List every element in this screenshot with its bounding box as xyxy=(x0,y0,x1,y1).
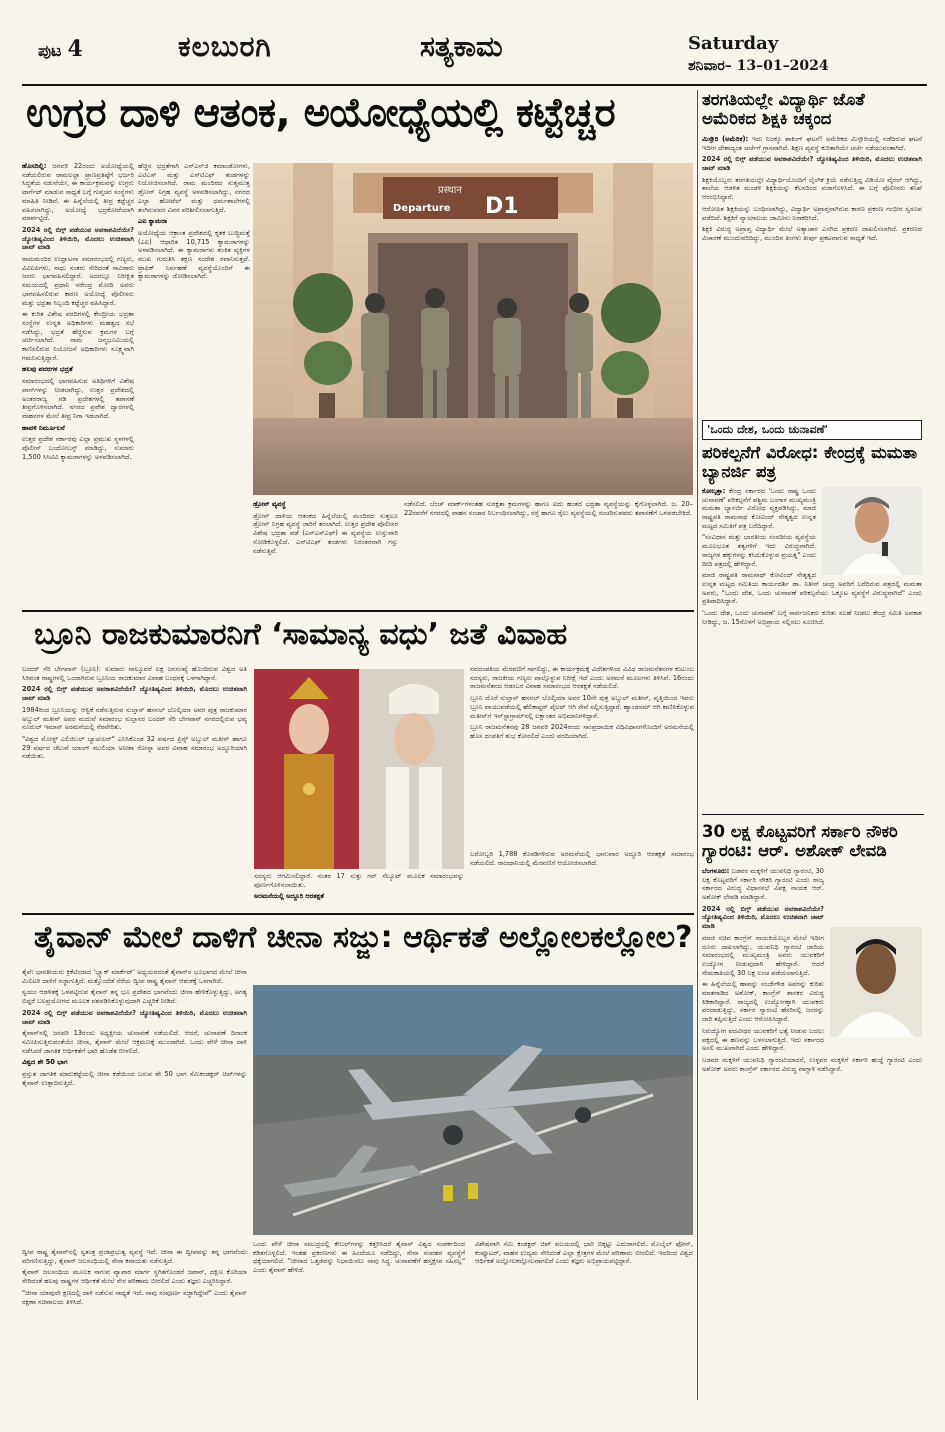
story2-column-1 xyxy=(22,665,247,905)
story1-subhead: ಡ್ರೋನ್ ವ್ಯವಸ್ಥೆ xyxy=(253,500,286,508)
story1-subhead: ಹಲವು ಪದರಗಳ ಭದ್ರತೆ xyxy=(22,365,73,374)
story1-para: ನಡೆಸಲಿದೆ. ಬೆಂಚ್ ಮಾರ್ಕ್‌ಗಳಂತಹ ಸುರಕ್ಷತಾ ಕ್ರಮಗಳನ್ನು ಹಾಗೂ ಐದು ಹಂತದ ಭದ್ರತಾ ವ್ಯವಸ್ಥೆಯನ್ನು ಕೈಗೊಳ್ಳಲಾಗಿದೆ. ಜ. 20– 22ರವರೆಗೆ ನಗರದಲ್ಲಿ ವಾಹನ ಸಂಚಾರ ನಿರ್ಬಂಧಿಸಲಾಗಿದ್ದು, ರಸ್ತೆ ಹಾಗೂ ರೈಲು ವ್ಯವಸ್ಥೆಯಲ್ಲಿ ಸಂಚರಿಸುವವರು ತಪಾಸಣೆಗೆ ಒಳಪಡಬೇಕಿದೆ. xyxy=(404,500,693,517)
story2-subhead: ಅರಮನೆಯಲ್ಲಿ ಅದ್ದೂರಿ ಆರತಕ್ಷತೆ xyxy=(254,892,325,901)
story2-promo[interactable]: 2024 ರಲ್ಲಿ ಬಿಗ್ಗ್ ಪಡೆಯುವ ಅವಕಾಶವಿದೆಯೇ? ಜ್ಯೋತಿಷ್ಯವಿಂದ ತಿಳಿಯಿರಿ, ಮೊದಲು ಉಚಿತವಾಗಿ ಚಾಟ್ ಮಾಡಿ xyxy=(22,685,247,703)
sidebar-para: ಬಡವರ ಮಕ್ಕಳಿಗೆ ಯುವನಿಧಿ ಗ್ಯಾರಂಟಿಯಾದರೆ, ಉಳ್ಳವರ ಮಕ್ಕಳಿಗೆ ಸರ್ಕಾರಿ ಹುದ್ದೆ ಗ್ಯಾರಂಟಿ ಎಂದು ಅಶೋಕ್ ಅವರು ಕಾಂಗ್ರೆಸ್ ಸರ್ಕಾರದ ವಿರುದ್ಧ ವಾಗ್ದಾಳಿ ನಡೆಸಿದ್ದಾರೆ. xyxy=(702,1056,922,1073)
story1-below-photo-col1 xyxy=(253,500,398,590)
sidebar-rule xyxy=(702,814,924,815)
sidebar-para: ಮಾಜಿ ರಾಷ್ಟ್ರಪತಿ ರಾಮನಾಥ್ ಕೋವಿಂದ್ ನೇತೃತ್ವದ ಉನ್ನತ ಮಟ್ಟದ ಸಮಿತಿಯ ಕಾರ್ಯದರ್ಶಿ ಡಾ. ನಿತೀನ್ ಚಂದ್ರ ಅವರಿಗೆ ಬರೆದಿರುವ ಪತ್ರದಲ್ಲಿ ಮಮತಾ ಅವರು, "ಒಂದು ದೇಶ, ಒಂದು ಚುನಾವಣೆ ಪರಿಕಲ್ಪನೆಯು ಒಕ್ಕೂಟ ವ್ಯವಸ್ಥೆಗೆ ವಿರುದ್ಧವಾಗಿದೆ" ಎಂದು ಪ್ರತಿಪಾದಿಸಿದ್ದಾರೆ. xyxy=(702,571,922,606)
story3-para: ತೈಪೆ: ಭಾರತೀಯರು ಕ್ರಿಕೆಟಿಂದಾದ 'ಬ್ಲ್ಯಾಕ್ ಮಾರ್ಕೆಟ್' ಅಧ್ಯಯನದಂತೆ ತೈವಾನ್‌ನ ಭೂಭಾಗದ ಮೇಲೆ ಚೀನಾ ಮಿಲಿಟರಿ ದಾಳಿಗೆ ಸಜ್ಜಾಗುತ್ತಿದೆ. ಮತ್ತೊಂದೆಡೆ ನೆರೆಯ ದ್ವೀಪ ರಾಷ್ಟ್ರ ತೈವಾನ್ ಆತಂಕಕ್ಕೆ ಒಳಗಾಗಿದೆ. xyxy=(22,968,247,985)
story1-dateline: ಹೊಸದಿಲ್ಲಿ: xyxy=(22,162,47,170)
sidebar-para: ಬೆಂಗಳೂರು: ಬಡವರ ಮಕ್ಕಳಿಗೆ ಯುವನಿಧಿ ಗ್ಯಾರಂಟಿ, 30 ಲಕ್ಷ ಕೊಟ್ಟವರಿಗೆ ಸರ್ಕಾರಿ ನೌಕರಿ ಗ್ಯಾರಂಟಿ ಎಂದು ರಾಜ್ಯ ಸರ್ಕಾರದ ವಿರುದ್ಧ ವಿಧಾನಸಭೆ ವಿಪಕ್ಷ ನಾಯಕ ಆರ್. ಅಶೋಕ್ ಲೇವಡಿ ಮಾಡಿದ್ದಾರೆ. xyxy=(702,866,824,902)
masthead-rule xyxy=(22,84,927,86)
story3-headline: ತೈವಾನ್ ಮೇಲೆ ದಾಳಿಗೆ ಚೀನಾ ಸಜ್ಜು: ಆರ್ಥಿಕತೆ ಅಲ್ಲೋಲಕಲ್ಲೋಲ? xyxy=(34,920,693,955)
edition-city: ಕಲಬುರಗಿ xyxy=(178,30,272,63)
story2-para: "ವಿಶ್ವದ ಮೋಸ್ಟ್ ಎಲಿಜಿಬಲ್ ಬ್ಯಾಚುಲರ್" ಎನಿಸಿಕೊಂಡ 32 ವರ್ಷದ ಪ್ರಿನ್ಸ್ ಅಬ್ದುಲ್ ಮತೀನ್ ಹಾಗೂ 29 ವರ್ಷದ ಚೆಲುವೆ ಯಾಂಗ್ ಮುಲಿಯಾ ಅನೀಶಾ ರೋಸ್ನಾ ಅವರ ವಿವಾಹ ಸಮಾರಂಭ ಅದ್ದೂರಿಯಾಗಿ ನಡೆಯಿತು. xyxy=(22,734,247,761)
story1-para: ಹೆಚ್ಚಿನ ಭದ್ರತೆಗಾಗಿ ಎನ್‌ಎಸ್‌ಜಿ ಕಮಾಂಡೋಗಳು, ಎಟಿಎಸ್ ಮತ್ತು ಎಸ್‌ಟಿಎಫ್ ತಂಡಗಳನ್ನು ನಿಯೋಜಿಸಲಾಗಿದೆ. ರಾಮ ಮಂದಿರದ ಸುತ್ತಮುತ್ತ ಡ್ರೋನ್ ನಿಗ್ರಹ ವ್ಯವಸ್ಥೆ ಅಳವಡಿಸಲಾಗಿದ್ದು, ನಗರದ ಎಲ್ಲಾ ಹೋಟೆಲ್ ಮತ್ತು ಧರ್ಮಶಾಲೆಗಳಲ್ಲಿ ತಂಗಿರುವವರ ವಿವರ ಪರಿಶೀಲಿಸಲಾಗುತ್ತಿದೆ. xyxy=(138,162,250,214)
page-label: ಪುಟ xyxy=(38,41,62,60)
sidebar-promo[interactable]: 2024 ರಲ್ಲಿ ಬಿಗ್ಗ್ ಪಡೆಯುವ ಅವಕಾಶವಿದೆಯೇ? ಜ್ಯೋತಿಷ್ಯವಿಂದ ತಿಳಿಯಿರಿ, ಮೊದಲು ಉಚಿತವಾಗಿ ಚಾಟ್ ಮಾಡಿ xyxy=(702,904,824,931)
story3-para: ದ್ವೀಪ ರಾಷ್ಟ್ರ ತೈವಾನ್‌ನಲ್ಲಿ ಸ್ವತಂತ್ರ ಪ್ರಜಾಪ್ರಭುತ್ವ ವ್ಯವಸ್ಥೆ ಇದೆ. ಚೀನಾ ಈ ದ್ವೀಪವನ್ನು ತನ್ನ ಭಾಗವೆಂದು ಪರಿಗಣಿಸುತ್ತಿದ್ದು, ತೈವಾನ್ ಜಲಸಂಧಿಯಲ್ಲಿ ಸೇನಾ ಕವಾಯತು ನಡೆಸುತ್ತಿದೆ. xyxy=(22,1248,247,1265)
story3-para: ಸ್ವಯಂ ಆಡಳಿತಕ್ಕೆ ಒಳಪಟ್ಟಿರುವ ತೈವಾನ್ ತನ್ನ ಭೂ ಪ್ರದೇಶದ ಭಾಗವೆಂದು ಚೀನಾ ಹೇಳಿಕೊಳ್ಳುತ್ತಿದ್ದು, ಅಗತ್ಯ ಬಿದ್ದರೆ ಬಲಪ್ರಯೋಗದ ಮೂಲಕ ವಶಪಡಿಸಿಕೊಳ್ಳುವುದಾಗಿ ಎಚ್ಚರಿಕೆ ನೀಡಿದೆ. xyxy=(22,988,247,1006)
story2-para: ಬ್ರೂನಿ ರಾಜಮನೆತನವು 28 ಜನವರಿ 2024ರಂದು ಸಾಂಪ್ರದಾಯಿಕ ವಿಧಿವಿಧಾನಗಳೊಂದಿಗೆ ಅರಮನೆಯಲ್ಲಿ ಹೊಸ ದಂಪತಿಗೆ ಶುಭ ಕೋರಲಿದೆ ಎಂದು ವರದಿಯಾಗಿದೆ. xyxy=(470,723,694,740)
story1-column-1 xyxy=(22,162,134,507)
story3-para: ಪ್ರಸ್ತುತ ಜಾಗತಿಕ ಮಾರುಕಟ್ಟೆಯಲ್ಲಿ ಚೀನಾ ಕಡೆಯಿಂದ ಬರುವ ಶೇ 50 ಭಾಗ ಸೆಮಿಕಂಡಕ್ಟರ್ ಚಿಪ್‌ಗಳನ್ನು ತೈವಾನ್ ಉತ್ಪಾದಿಸುತ್ತಿದೆ. xyxy=(22,1070,247,1087)
story1-end-rule xyxy=(22,610,694,612)
story2-para: ಬಂದರ್ ಸೆರಿ ಬೇಗವಾನ್ (ಬ್ರೂನಿ): ಸುಮಾರು ನಾಲ್ಕೂವರೆ ಲಕ್ಷ ಜನಸಂಖ್ಯೆ ಹೊಂದಿರುವ ವಿಶ್ವದ ಅತಿ ಸಿರಿವಂತ ರಾಷ್ಟ್ರಗಳಲ್ಲಿ ಒಂದಾಗಿರುವ ಬ್ರೂನಿಯ ರಾಜಕುಮಾರ ವಿವಾಹ ಬಂಧನಕ್ಕೆ ಒಳಗಾಗಿದ್ದಾರೆ. xyxy=(22,665,247,682)
royal-wedding-illustration xyxy=(254,669,464,869)
newspaper-name: ಸತ್ಯಕಾಮ xyxy=(420,30,503,63)
sidebar-para: ಮಿಸ್ಸೌರಿ (ಅಮೆರಿಕ): ಇದು ನಿಜಕ್ಕೂ ಶಾಕಿಂಗ್ ಘಟನೆ! ಅಮೆರಿಕದ ಮಿಸ್ಸೌರಿಯಲ್ಲಿ ನಡೆದಿರುವ ಘಟನೆ ಇದೀಗ ದೇಶಾದ್ಯಂತ ಚರ್ಚೆಗೆ ಗ್ರಾಸವಾಗಿದೆ. ಶಿಕ್ಷಣ ವ್ಯವಸ್ಥೆ ಕುರಿತಾಗಿಯೇ ಚರ್ಚೆ ನಡೆಯುವಂತಾಗಿದೆ. xyxy=(702,134,922,152)
story3-para: ವಿಶೇಷವಾಗಿ ಸೆಮಿ ಕಂಡಕ್ಟರ್ ಚಿಪ್ ವಲಯದಲ್ಲಿ ಭಾರಿ ಬಿಕ್ಕಟ್ಟು ಎದುರಾಗಲಿದೆ. ಮೊಬೈಲ್ ಫೋನ್, ಕಂಪ್ಯೂಟರ್, ವಾಹನ ಉದ್ಯಮ ಸೇರಿದಂತೆ ಎಲ್ಲಾ ಕ್ಷೇತ್ರಗಳ ಮೇಲೆ ಪರಿಣಾಮ ಬೀರಲಿದೆ. ಇದರಿಂದ ವಿಶ್ವದ ಆರ್ಥಿಕತೆ ಅಲ್ಲೋಲಕಲ್ಲೋಲವಾಗಲಿದೆ ಎಂದು ತಜ್ಞರು ಅಭಿಪ್ರಾಯಪಟ್ಟಿದ್ದಾರೆ. xyxy=(475,1240,693,1266)
sidebar-item3-dateline: ಬೆಂಗಳೂರು: xyxy=(702,866,730,875)
story1-para: ರಾಮಮಂದಿರ ಉದ್ಘಾಟನಾ ಸಮಾರಂಭದಲ್ಲಿ ಗಣ್ಯರು, ವಿವಿಐಪಿಗಳು, ಸಾಧು ಸಂತರು ಸೇರಿದಂತೆ ಸಾವಿರಾರು ಜನರು ಭಾಗವಹಿಸಲಿದ್ದಾರೆ. ಅದರಲ್ಲೂ ನಿರೀಕ್ಷಿತ ಸಮಯದಲ್ಲಿ ಪ್ರಧಾನಿ ನರೇಂದ್ರ ಮೋದಿ ಅವರು ಭಾಗವಹಿಸಲಿರುವ ಕಾರಣ ಅಯೋಧ್ಯೆ ಪೊಲೀಸರು ಮತ್ತು ಭದ್ರತಾ ಸಿಬ್ಬಂದಿ ಕಟ್ಟೆಚ್ಚರ ವಹಿಸಿದ್ದಾರೆ. xyxy=(22,255,134,307)
sidebar-item1-dateline: ಮಿಸ್ಸೌರಿ (ಅಮೆರಿಕ): xyxy=(702,134,749,143)
story1-para: ಅಯೋಧ್ಯೆಯ ಆಕ್ರಾಂತ ಪ್ರದೇಶದಲ್ಲಿ ಕೃತಕ ಬುದ್ಧಿಮತ್ತೆ (ಎಐ) ಆಧಾರಿತ 10,715 ಕ್ಯಾಮರಾಗಳನ್ನು ಅಳವಡಿಸಲಾಗಿದೆ. ಈ ಕ್ಯಾಮರಾಗಳು ಶಂಕಿತ ವ್ಯಕ್ತಿಗಳ ಮುಖ ಗುರುತಿಸಿ ತಕ್ಷಣ ಸಂದೇಶ ರವಾನಿಸುತ್ತವೆ. ಟ್ರಾಫಿಕ್ ನಿರ್ವಹಣೆ ವ್ಯವಸ್ಥೆಯೊಂದಿಗೆ ಈ ಕ್ಯಾಮರಾಗಳನ್ನು ಜೋಡಿಸಲಾಗಿದೆ. xyxy=(138,228,250,281)
story3-para: ತೈವಾನ್ ಜಲಸಂಧಿಯ ಮೂಲಕ ಸಾಗುವ ವ್ಯಾಪಾರ ಮಾರ್ಗ ಸ್ಥಗಿತಗೊಂಡರೆ ಜಪಾನ್, ದಕ್ಷಿಣ ಕೊರಿಯಾ ಸೇರಿದಂತೆ ಹಲವು ರಾಷ್ಟ್ರಗಳ ಆರ್ಥಿಕತೆ ಮೇಲೆ ನೇರ ಪರಿಣಾಮ ಬೀರಲಿದೆ ಎಂದು ತಜ್ಞರು ಎಚ್ಚರಿಸಿದ್ದಾರೆ. xyxy=(22,1268,247,1286)
sidebar-item1-headline: ತರಗತಿಯಲ್ಲೇ ವಿದ್ಯಾರ್ಥಿ ಜೊತೆ ಅಮೆರಿಕದ ಶಿಕ್ಷಕಿ ಚಕ್ಕಂದ xyxy=(702,90,865,129)
sidebar-item3-headline: 30 ಲಕ್ಷ ಕೊಟ್ಟವರಿಗೆ ಸರ್ಕಾರಿ ನೌಕರಿ ಗ್ಯಾರಂಟಿ: ಆರ್. ಅಶೋಕ್ ಲೇವಡಿ xyxy=(702,822,898,861)
airport-security-illustration xyxy=(253,163,693,495)
sidebar-para: ಮಾಜಿ ಸಚಿವ ಕಾಂಗ್ರೆಸ್ ನಾಯಕಿಯೊಬ್ಬರ ಮೇಲೆ ಇದೀಗ ದೂರು ದಾಖಲಾಗಿದ್ದು, ಯುವನಿಧಿ ಗ್ಯಾರಂಟಿ ಜಾರಿಯ ಸಮಾರಂಭದಲ್ಲಿ ಮುಖ್ಯಮಂತ್ರಿ ಅವರು ಯುವಕರಿಗೆ ಉದ್ಯೋಗ ನೀಡುವುದಾಗಿ ಹೇಳಿದ್ದಾರೆ. ಆದರೆ ನೇಮಕಾತಿಯಲ್ಲಿ 30 ಲಕ್ಷ ಲಂಚ ಪಡೆಯಲಾಗುತ್ತಿದೆ. xyxy=(702,933,824,977)
sidebar-item-mamata xyxy=(702,420,922,810)
story2-para: ಸದಸ್ಯರು ಆಗಮಿಸಲಿದ್ದಾರೆ. ನಂತರ 17 ಸುತ್ತು ಗನ್ ಸೆಲ್ಯೂಟ್ ಮೂಲಕ ಸಮಾರಂಭವನ್ನು ಪೂರ್ಣಗೊಳಿಸಲಾಯಿತು. xyxy=(254,872,464,889)
story3-subhead: ವಿಶ್ವದ ಶೇ 50 ಭಾಗ xyxy=(22,1058,68,1067)
story3-para: ತೈವಾನ್‌ನಲ್ಲಿ ಜನವರಿ 13ರಂದು ಅಧ್ಯಕ್ಷೀಯ ಚುನಾವಣೆ ನಡೆಯಲಿದೆ. ಆದರೆ, ಚುನಾವಣೆ ದಿನಾಂಕ ಸಮೀಪಿಸುತ್ತಿರುವಂತೆಯೇ ಚೀನಾ, ತೈವಾನ್ ಮೇಲೆ ಆಕ್ರಮಣಕ್ಕೆ ಮುಂದಾಗಿದೆ. ಒಂದು ವೇಳೆ ಚೀನಾ ದಾಳಿ ನಡೆಸಿದರೆ ಜಾಗತಿಕ ಆರ್ಥಿಕತೆಗೆ ಭಾರಿ ಹೊಡೆತ ಬೀಳಲಿದೆ. xyxy=(22,1029,247,1055)
page-number xyxy=(38,36,83,62)
sidebar-para: ಶಿಕ್ಷಕಿಯೊಬ್ಬರು ತರಗತಿಯಲ್ಲೇ ವಿದ್ಯಾರ್ಥಿಯೊಂದಿಗೆ ಲೈಂಗಿಕ ಕ್ರಿಯೆ ನಡೆಸುತ್ತಿದ್ದ ವಿಡಿಯೋ ವೈರಲ್ ಆಗಿದ್ದು, ಶಾಲೆಯ ಆಡಳಿತ ಮಂಡಳಿ ಶಿಕ್ಷಕಿಯನ್ನು ಕೆಲಸದಿಂದ ವಜಾಗೊಳಿಸಿದೆ. ಈ ಬಗ್ಗೆ ಪೊಲೀಸರು ತನಿಖೆ ಆರಂಭಿಸಿದ್ದಾರೆ. xyxy=(702,175,922,202)
story1-para: ಹೊಸದಿಲ್ಲಿ: ಜನವರಿ 22ರಂದು ಅಯೋಧ್ಯೆಯಲ್ಲಿ ನಡೆಯಲಿರುವ ರಾಮಲಲ್ಲಾ ಪ್ರಾಣಪ್ರತಿಷ್ಠೆಗೆ ಭರ್ಜರಿ ಸಿದ್ಧತೆಯ ನಡುವೆಯೇ, ಈ ಕಾರ್ಯಕ್ರಮವನ್ನು ಉಗ್ರರು ಟಾರ್ಗೆಟ್ ಮಾಡುವ ಸಾಧ್ಯತೆ ಬಗ್ಗೆ ಗುಪ್ತಚರ ಸಂಸ್ಥೆಗಳು ಮಾಹಿತಿ ನೀಡಿವೆ. ಈ ಹಿನ್ನೆಲೆಯಲ್ಲಿ ತೀವ್ರ ಕಟ್ಟೆಚ್ಚರ ವಹಿಸಲಾಗಿದ್ದು, ಅಯೋಧ್ಯೆ ಭದ್ರಕೋಟೆಯಾಗಿ ಮಾರ್ಪಟ್ಟಿದೆ. xyxy=(22,162,134,223)
story2-end-rule xyxy=(22,913,694,915)
sidebar-item-ashok xyxy=(702,822,922,1400)
story3-column-3 xyxy=(470,968,694,988)
day-label: Saturday xyxy=(688,33,779,54)
sign-hindi: प्रस्थान xyxy=(438,185,462,196)
story2-below-photo xyxy=(254,872,464,912)
story1-para: ಉತ್ತರ ಪ್ರದೇಶ ಸರ್ಕಾರವು ಎಲ್ಲಾ ಪ್ರಮುಖ ಸ್ಥಳಗಳಲ್ಲಿ ಪೊಲೀಸ್ ಬಂದೋಬಸ್ತ್ ಮಾಡಿದ್ದು, ಸುಮಾರು 1,500 ಸಿಸಿಟಿವಿ ಕ್ಯಾಮರಾಗಳನ್ನು ಅಳವಡಿಸಲಾಗಿದೆ. xyxy=(22,435,134,461)
page-number-value: 4 xyxy=(67,36,83,62)
sidebar-para: ಆರೋಪಿತ ಶಿಕ್ಷಕಿಯನ್ನು ಬಂಧಿಸಲಾಗಿದ್ದು, ವಿದ್ಯಾರ್ಥಿ ಅಪ್ರಾಪ್ತನಾಗಿರುವ ಕಾರಣ ಪ್ರಕರಣ ಗಂಭೀರ ಸ್ವರೂಪ ಪಡೆದಿದೆ. ಶಿಕ್ಷಕಿಗೆ ನ್ಯಾಯಾಲಯ ಜಾಮೀನು ನಿರಾಕರಿಸಿದೆ. xyxy=(702,204,922,222)
story1-promo[interactable]: 2024 ರಲ್ಲಿ ಬಿಗ್ಗ್ ಪಡೆಯುವ ಅವಕಾಶವಿದೆಯೇ? ಜ್ಯೋತಿಷ್ಯವಿಂದ ತಿಳಿಯಿರಿ, ಮೊದಲು ಉಚಿತವಾಗಿ ಚಾಟ್ ಮಾಡಿ xyxy=(22,225,134,252)
sidebar-item-teacher xyxy=(702,90,922,420)
story2-column-3b xyxy=(470,850,694,910)
story2-column-3 xyxy=(470,665,694,845)
story2-para: ಬರೋಬ್ಬರಿ 1,788 ಕೊಠಡಿಗಳಿರುವ ಅರಮನೆಯಲ್ಲಿ ಭಾನುವಾರ ಅದ್ದೂರಿ ಆರತಕ್ಷತೆ ಸಮಾರಂಭ ನಡೆಯಲಿದೆ. ರಾಜಧಾನಿಯಲ್ಲಿ ಮೆರವಣಿಗೆ ಆಯೋಜಿಸಲಾಗಿದೆ. xyxy=(470,850,694,867)
r-ashok-photo xyxy=(830,927,922,1037)
sidebar-para: "ಸಂವಿಧಾನ ಮತ್ತು ಭಾರತೀಯ ಸಂಸದೀಯ ವ್ಯವಸ್ಥೆಯ ಮೂಲಭೂತ ತತ್ವಗಳಿಗೆ ಇದು ವಿರುದ್ಧವಾಗಿದೆ. ರಾಜ್ಯಗಳ ಹಕ್ಕುಗಳನ್ನು ಕಸಿದುಕೊಳ್ಳುವ ಪ್ರಯತ್ನ" ಎಂದು ದೀದಿ ಪತ್ರದಲ್ಲಿ ಹೇಳಿದ್ದಾರೆ. xyxy=(702,533,816,568)
sidebar-para: 'ಒಂದು ದೇಶ, ಒಂದು ಚುನಾವಣೆ' ಬಗ್ಗೆ ಸಾರ್ವಜನಿಕರು ಕುರಿತು ಸಲಹೆ ನೀಡಲು ಕೇಂದ್ರ ಸಮಿತಿ ಅವಕಾಶ ನೀಡಿದ್ದು, ಜ. 15ರೊಳಗೆ ಅಭಿಪ್ರಾಯ ಸಲ್ಲಿಸಲು ಸೂಚಿಸಿದೆ. xyxy=(702,609,922,626)
sidebar-para: ಈ ಹಿನ್ನೆಲೆಯಲ್ಲಿ ಹಾವನ್ನು ನಂಜೇಗೌಡ ಅವರನ್ನು ಕುರಿತು ಮಾತನಾಡಿದ ಅಶೋಕ್, ಕಾಂಗ್ರೆಸ್ ಶಾಸಕರ ವಿರುದ್ಧ ಕಿಡಿಕಾರಿದ್ದಾರೆ. ರಾಜ್ಯದಲ್ಲಿ ಉದ್ಯೋಗಕ್ಕಾಗಿ ಯುವಕರು ಪರದಾಡುತ್ತಿದ್ದು, ಸರ್ಕಾರ ಗ್ಯಾರಂಟಿ ಹೆಸರಿನಲ್ಲಿ ಜನರನ್ನು ದಾರಿ ತಪ್ಪಿಸುತ್ತಿದೆ ಎಂದು ಆರೋಪಿಸಿದ್ದಾರೆ. xyxy=(702,980,824,1024)
story2-headline: ಬ್ರೂನಿ ರಾಜಕುಮಾರನಿಗೆ ‘ಸಾಮಾನ್ಯ ವಧು’ ಜತೆ ವಿವಾಹ xyxy=(34,617,568,652)
chinese-fighter-jet-photo xyxy=(253,985,693,1235)
story1-para: ಈ ಕುರಿತ ವಿಶೇಷ ವರದಿಗಳಲ್ಲಿ ಕೇಂದ್ರೀಯ ಭದ್ರತಾ ಸಂಸ್ಥೆಗಳ ಉನ್ನತ ಅಧಿಕಾರಿಗಳು ಮಹತ್ವದ ಸಭೆ ನಡೆಸಿದ್ದು, ಭದ್ರತೆ ಹೆಚ್ಚಿಸುವ ಕ್ರಮಗಳ ಬಗ್ಗೆ ಚರ್ಚಿಸಲಾಗಿದೆ. ರಾಮ ಜನ್ಮಭೂಮಿಯಲ್ಲಿ ಕಾಣಿಸಲಿರುವ ನಿಯೋಜನೆ ಅಧಿಕಾರಿಗಳು ಸೂಕ್ಷ್ಮವಾಗಿ ಗಮನಿಸುತ್ತಿದ್ದಾರೆ. xyxy=(22,310,134,362)
mamata-banerjee-photo xyxy=(822,487,922,575)
story3-below-photo-col2 xyxy=(475,1240,693,1400)
sidebar-item2-dateline: ಕೋಲ್ಕತ್ತಾ: xyxy=(702,486,726,495)
story1-para: ಡ್ರೋನ್ ದಾಳಿಯ ಆತಂಕದ ಹಿನ್ನೆಲೆಯಲ್ಲಿ ಮಂದಿರದ ಸುತ್ತಲೂ ಡ್ರೋನ್ ನಿಗ್ರಹ ವ್ಯವಸ್ಥೆ ಜಾರಿಗೆ ತರಲಾಗಿದೆ. ಉತ್ತರ ಪ್ರದೇಶ ಪೊಲೀಸರ ವಿಶೇಷ ಭದ್ರತಾ ಪಡೆ (ಎಸ್‌ಎಸ್‌ಎಫ್) ಈ ವ್ಯವಸ್ಥೆಯ ಉಸ್ತುವಾರಿ ನೋಡಿಕೊಳ್ಳಲಿದೆ. ಎಸ್‌ಟಿಎಫ್ ತಂಡಗಳು ನಿರಂತರವಾಗಿ ಗಸ್ತು ನಡೆಸುತ್ತಿವೆ. xyxy=(253,511,398,555)
story1-subhead: ಎಐ ಕ್ಯಾಮರಾ xyxy=(138,217,168,226)
ayodhya-airport-photo xyxy=(253,163,693,495)
story3-column-1 xyxy=(22,968,247,1243)
story1-column-2 xyxy=(138,162,250,507)
brunei-royal-couple-photo xyxy=(254,669,464,869)
issue-date: ಶನಿವಾರ– 13–01–2024 xyxy=(688,58,829,74)
story1-below-photo-col2 xyxy=(404,500,693,590)
story1-para: ಸಮಾರಂಭದಲ್ಲಿ ಭಾಗವಹಿಸುವ ಅತಿಥಿಗಳಿಗೆ ವಿಶೇಷ ಪಾಸ್‌ಗಳನ್ನು ನೀಡಲಾಗಿದ್ದು, ಉತ್ತರ ಪ್ರದೇಶದಲ್ಲಿ ಅಂತರರಾಜ್ಯ ಗಡಿ ಪ್ರದೇಶಗಳಲ್ಲಿ ತಪಾಸಣೆ ತೀವ್ರಗೊಳಿಸಲಾಗಿದೆ. ನಗರದ ಪ್ರವೇಶ ದ್ವಾರಗಳಲ್ಲಿ ವಾಹನಗಳ ಮೇಲೆ ತೀವ್ರ ನಿಗಾ ಇಡಲಾಗಿದೆ. xyxy=(22,377,134,420)
sidebar-para: ಕೋಲ್ಕತ್ತಾ: ಕೇಂದ್ರ ಸರ್ಕಾರದ 'ಒಂದು ರಾಷ್ಟ್ರ ಒಂದು ಚುನಾವಣೆ' ಪರಿಕಲ್ಪನೆಗೆ ಪಶ್ಚಿಮ ಬಂಗಾಳ ಮುಖ್ಯಮಂತ್ರಿ ಮಮತಾ ಬ್ಯಾನರ್ಜಿ ವಿರೋಧ ವ್ಯಕ್ತಪಡಿಸಿದ್ದು, ಮಾಜಿ ರಾಷ್ಟ್ರಪತಿ ರಾಮನಾಥ ಕೋವಿಂದ್ ನೇತೃತ್ವದ ಉನ್ನತ ಮಟ್ಟದ ಸಮಿತಿಗೆ ಪತ್ರ ಬರೆದಿದ್ದಾರೆ. xyxy=(702,486,816,530)
sidebar-divider xyxy=(697,90,698,1400)
sign-gate: D1 xyxy=(485,194,519,219)
story3-promo[interactable]: 2024 ರಲ್ಲಿ ಬಿಗ್ಗ್ ಪಡೆಯುವ ಅವಕಾಶವಿದೆಯೇ? ಜ್ಯೋತಿಷ್ಯವಿಂದ ತಿಳಿಯಿರಿ, ಮೊದಲು ಉಚಿತವಾಗಿ ಚಾಟ್ ಮಾಡಿ xyxy=(22,1008,247,1026)
story3-para: "ಚೀನಾ ಯಾವುದೇ ಕ್ಷಣದಲ್ಲಿ ದಾಳಿ ನಡೆಸುವ ಸಾಧ್ಯತೆ ಇದೆ. ನಾವು ಸಂಪೂರ್ಣ ಸಜ್ಜಾಗಿದ್ದೇವೆ" ಎಂದು ತೈವಾನ್ ರಕ್ಷಣಾ ಸಚಿವಾಲಯ ತಿಳಿಸಿದೆ. xyxy=(22,1288,247,1306)
sidebar-para: ಶಿಕ್ಷಕಿ ವಿರುದ್ಧ ಅಪ್ರಾಪ್ತ ವಿದ್ಯಾರ್ಥಿ ಮೇಲೆ ಅತ್ಯಾಚಾರ ಎಸಗಿದ ಪ್ರಕರಣ ದಾಖಲಿಸಲಾಗಿದೆ. ಪ್ರಕರಣದ ವಿಚಾರಣೆ ಮುಂದುವರಿದಿದ್ದು, ಮುಂದಿನ ತಿಂಗಳು ತೀರ್ಪು ಪ್ರಕಟವಾಗುವ ಸಾಧ್ಯತೆ ಇದೆ. xyxy=(702,225,922,242)
sign-departure: Departure xyxy=(393,203,451,214)
story2-para: ಬ್ರೂನಿ ದೊರೆ ಸುಲ್ತಾನ್ ಹಸನಲ್ ಬೊಲ್ಕಿಯಾ ಅವರ 10ನೇ ಪುತ್ರ ಅಬ್ದುಲ್ ಮತೀನ್, ವೃತ್ತಿಯಿಂದ ಇವರು ಬ್ರೂನಿ ವಾಯುಪಡೆಯಲ್ಲಿ ಹೆಲಿಕಾಪ್ಟರ್ ಪೈಲಟ್ ಆಗಿ ಸೇವೆ ಸಲ್ಲಿಸುತ್ತಿದ್ದಾರೆ. ಹ್ಯಾಂಡಸಮ್ ಆಗಿ ಕಾಣಿಸಿಕೊಳ್ಳುವ ಮತೀನ್‌ಗೆ ಇನ್‌ಸ್ಟಾಗ್ರಾಮ್‌ನಲ್ಲಿ ಲಕ್ಷಾಂತರ ಅಭಿಮಾನಿಗಳಿದ್ದಾರೆ. xyxy=(470,694,694,720)
story2-para: 1984ರಿಂದ ಬ್ರೂನಿಯನ್ನು ಆಳ್ವಿಕೆ ನಡೆಸುತ್ತಿರುವ ಸುಲ್ತಾನ್ ಹಸನಲ್ ಬೊಲ್ಕಿಯಾ ಅವರ ಪುತ್ರ ರಾಜಕುಮಾರ ಅಬ್ದುಲ್ ಮತೀನ್ ಅವರ ಮದುವೆ ಸಮಾರಂಭ ಸುಲ್ತಾನರ ಬಂದರ್ ಸೆರಿ ಬೇಗವಾನ್ ನಗರದಲ್ಲಿರುವ ಭವ್ಯ ನೂರುಲ್ ಇಮಾನ್ ಅರಮನೆಯಲ್ಲಿ ನೆರವೇರಿತು. xyxy=(22,705,247,732)
sidebar-promo[interactable]: 2024 ರಲ್ಲಿ ಬಿಗ್ಗ್ ಪಡೆಯುವ ಅವಕಾಶವಿದೆಯೇ? ಜ್ಯೋತಿಷ್ಯವಿಂದ ತಿಳಿಯಿರಿ, ಮೊದಲು ಉಚಿತವಾಗಿ ಚಾಟ್ ಮಾಡಿ xyxy=(702,155,922,173)
sidebar-item2-kicker: 'ಒಂದು ದೇಶ, ಒಂದು ಚುನಾವಣೆ' xyxy=(702,420,922,440)
sidebar-para: ನಿರುದ್ಯೋಗ ಪದವೀಧರ ಯುವಕರಿಗೆ ಭತ್ಯೆ ನೀಡುವ ಬದಲು ಪಕ್ಷದಲ್ಲಿ ಈ ಹಣವನ್ನು ಬಳಸಲಾಗುತ್ತಿದೆ. ಇದು ಸರ್ಕಾರದ ಅಸಲಿ ಮುಖವಾಗಿದೆ ಎಂದು ಹೇಳಿದ್ದಾರೆ. xyxy=(702,1026,824,1053)
story2-para: ನವದಂಪತಿಯ ಮೆರವಣಿಗೆ ಸಾಗಲಿದ್ದು, ಈ ಕಾರ್ಯಕ್ರಮಕ್ಕೆ ವಿದೇಶಗಳಿಂದ ವಿವಿಧ ರಾಜಮನೆತನಗಳ ಕುಟುಂಬ ಸದಸ್ಯರು, ರಾಜಕೀಯ ಗಣ್ಯರು ಪಾಲ್ಗೊಳ್ಳುವ ನಿರೀಕ್ಷೆ ಇದೆ ಎಂದು ಅರಮನೆ ಮೂಲಗಳು ತಿಳಿಸಿವೆ. 16ರಂದು ರಾಜಮನೆತನದ ಆಡಂಬರ ವಿವಾಹ ಸಮಾರಂಭದ ಆರತಕ್ಷತೆ ನಡೆಯಲಿದೆ. xyxy=(470,665,694,691)
sidebar-item2-headline: ಪರಿಕಲ್ಪನೆಗೆ ವಿರೋಧ: ಕೇಂದ್ರಕ್ಕೆ ಮಮತಾ ಬ್ಯಾನರ್ಜಿ ಪತ್ರ xyxy=(702,443,918,482)
story1-subhead: ಹಾವಳಿ ನಿರ್ಮೂಲನೆ xyxy=(22,423,65,432)
story3-para: ಒಂದು ವೇಳೆ ಚೀನಾ ಸಮುದ್ರದಲ್ಲಿ ಕೇಬಲ್‌ಗಳನ್ನು ಕತ್ತರಿಸಿದರೆ ತೈವಾನ್ ವಿಶ್ವದ ಸಂಪರ್ಕದಿಂದ ಕಡಿತಗೊಳ್ಳಲಿದೆ. ಇಂತಹ ಪ್ರಕರಣಗಳು ಈ ಹಿಂದೆಯೂ ನಡೆದಿದ್ದು, ಸೇನಾ ಸಂವಹನ ವ್ಯವಸ್ಥೆಗೆ ಧಕ್ಕೆಯಾಗಲಿದೆ. "ಚೀನಾದ ಒತ್ತಡವನ್ನು ನಿಭಾಯಿಸಲು ನಾವು ಸಿದ್ಧ. ಚುನಾವಣೆಗೆ ಹಸ್ತಕ್ಷೇಪ ಸಹಿಸಲ್ಲ" ಎಂದು ತೈವಾನ್ ಹೇಳಿದೆ. xyxy=(253,1240,465,1275)
aircraft-carrier-illustration xyxy=(253,985,693,1235)
story3-below-photo-col1 xyxy=(253,1240,465,1400)
story1-headline: ಉಗ್ರರ ದಾಳಿ ಆತಂಕ, ಅಯೋಧ್ಯೆಯಲ್ಲಿ ಕಟ್ಟೆಚ್ಚರ xyxy=(26,90,616,136)
story3-column-1b xyxy=(22,1248,247,1398)
